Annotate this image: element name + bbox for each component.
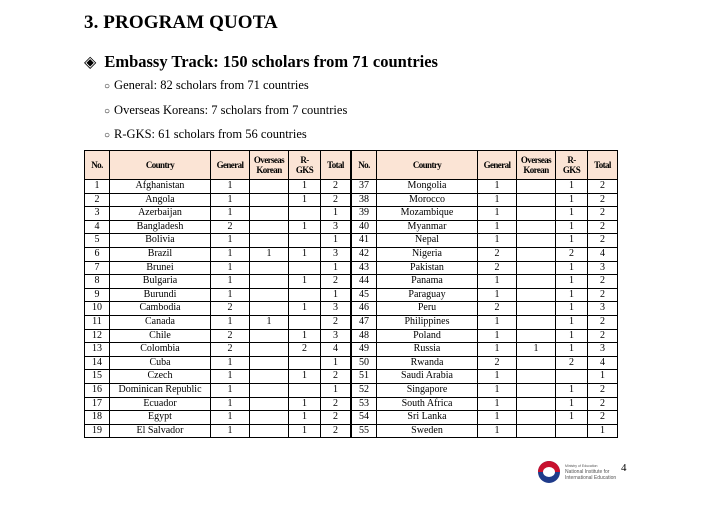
diamond-icon: ◈ [84,54,97,71]
table-row [85,193,618,207]
cell-general: 1 [478,275,517,289]
cell-overseas [517,383,556,397]
cell-overseas [517,275,556,289]
header-rgks [556,151,588,180]
header-overseas-line1: Overseas [253,155,285,165]
sub-item-text: R-GKS: 61 scholars from 56 countries [114,127,307,141]
cell-general: 1 [211,356,250,370]
cell-general: 1 [478,411,517,425]
cell-no: 48 [351,329,377,343]
cell-rgks [289,234,321,248]
cell-country: Chile [110,329,211,343]
cell-total: 4 [588,247,618,261]
cell-no: 6 [85,247,110,261]
cell-country: Cambodia [110,302,211,316]
cell-total: 1 [321,234,352,248]
cell-overseas [517,247,556,261]
table-row [85,302,618,316]
cell-no: 3 [85,207,110,221]
cell-total: 2 [588,315,618,329]
cell-country: Morocco [377,193,478,207]
cell-rgks: 1 [289,220,321,234]
cell-total: 2 [588,383,618,397]
cell-country: Pakistan [377,261,478,275]
cell-overseas: 1 [250,247,289,261]
cell-rgks: 1 [289,397,321,411]
cell-country: Paraguay [377,288,478,302]
header-country: Country [110,151,211,180]
circle-bullet-icon: ○ [104,81,111,92]
cell-overseas [517,397,556,411]
cell-total: 3 [321,329,352,343]
cell-overseas [250,234,289,248]
cell-general: 1 [478,207,517,221]
cell-rgks: 1 [556,411,588,425]
cell-rgks: 2 [556,356,588,370]
cell-general: 1 [211,180,250,194]
table-body [85,180,618,438]
table-row [85,247,618,261]
cell-no: 14 [85,356,110,370]
logo-text [565,463,616,481]
cell-general: 1 [478,180,517,194]
cell-general: 1 [211,288,250,302]
cell-country: Angola [110,193,211,207]
sub-item-overseas-koreans [104,103,347,118]
cell-rgks: 1 [556,343,588,357]
cell-general: 1 [478,424,517,438]
cell-country: Nigeria [377,247,478,261]
cell-no: 39 [351,207,377,221]
cell-country: Czech [110,370,211,384]
section-title: 3. PROGRAM QUOTA [84,12,278,33]
header-general: General [211,151,250,180]
cell-rgks: 1 [289,247,321,261]
cell-overseas [250,220,289,234]
table-header-row [85,151,618,180]
cell-overseas [517,315,556,329]
header-rgks-line2: GKS [562,165,581,175]
cell-general: 1 [478,220,517,234]
cell-no: 47 [351,315,377,329]
cell-no: 10 [85,302,110,316]
cell-total: 2 [321,180,352,194]
logo-line-1: Ministry of Education [565,464,598,468]
cell-total: 2 [588,275,618,289]
cell-country: El Salvador [110,424,211,438]
cell-total: 1 [321,207,352,221]
page-number: 4 [621,462,627,474]
cell-overseas [250,275,289,289]
cell-no: 15 [85,370,110,384]
cell-overseas [517,411,556,425]
cell-no: 11 [85,315,110,329]
niied-logo [538,461,616,483]
cell-overseas [517,288,556,302]
cell-rgks [289,207,321,221]
cell-total: 2 [321,315,352,329]
cell-overseas [250,193,289,207]
cell-no: 51 [351,370,377,384]
table-row [85,315,618,329]
header-overseas-korean [250,151,289,180]
cell-overseas: 1 [517,343,556,357]
cell-overseas [250,424,289,438]
cell-no: 13 [85,343,110,357]
cell-overseas [517,220,556,234]
cell-country: Afghanistan [110,180,211,194]
cell-no: 44 [351,275,377,289]
cell-country: Rwanda [377,356,478,370]
cell-overseas [250,343,289,357]
cell-general: 1 [211,275,250,289]
header-general: General [478,151,517,180]
cell-overseas [250,288,289,302]
cell-general: 1 [478,370,517,384]
cell-overseas [517,207,556,221]
cell-total: 2 [588,329,618,343]
cell-no: 12 [85,329,110,343]
cell-general: 2 [478,356,517,370]
cell-total: 3 [588,261,618,275]
cell-rgks: 1 [556,397,588,411]
cell-rgks: 1 [556,180,588,194]
cell-overseas [517,261,556,275]
cell-rgks: 1 [556,315,588,329]
cell-total: 2 [588,288,618,302]
cell-overseas [250,356,289,370]
cell-country: Dominican Republic [110,383,211,397]
cell-no: 55 [351,424,377,438]
cell-country: Burundi [110,288,211,302]
cell-general: 1 [211,193,250,207]
cell-rgks: 1 [289,329,321,343]
cell-overseas [517,356,556,370]
cell-total: 1 [588,370,618,384]
cell-total: 2 [588,220,618,234]
cell-rgks: 1 [289,193,321,207]
cell-rgks: 1 [289,424,321,438]
cell-general: 1 [478,329,517,343]
cell-general: 1 [478,315,517,329]
cell-country: Azerbaijan [110,207,211,221]
header-country: Country [377,151,478,180]
cell-total: 3 [321,247,352,261]
table-row [85,370,618,384]
cell-total: 2 [321,275,352,289]
cell-overseas [517,193,556,207]
cell-no: 1 [85,180,110,194]
header-no: No. [85,151,110,180]
cell-country: Colombia [110,343,211,357]
cell-general: 1 [211,247,250,261]
circle-bullet-icon: ○ [104,106,111,117]
cell-total: 1 [321,383,352,397]
cell-rgks: 1 [289,370,321,384]
cell-general: 2 [211,302,250,316]
cell-rgks [289,356,321,370]
header-total: Total [321,151,352,180]
cell-total: 3 [321,302,352,316]
cell-rgks: 1 [289,411,321,425]
cell-country: Russia [377,343,478,357]
cell-general: 2 [211,343,250,357]
cell-rgks: 1 [556,275,588,289]
cell-total: 2 [588,207,618,221]
header-rgks-line1: R- [300,155,309,165]
cell-overseas [517,424,556,438]
cell-no: 50 [351,356,377,370]
cell-rgks [289,261,321,275]
cell-total: 4 [588,356,618,370]
cell-general: 1 [211,207,250,221]
cell-no: 54 [351,411,377,425]
sub-item-general [104,78,309,93]
track-heading [84,52,438,72]
table-row [85,397,618,411]
cell-overseas [250,370,289,384]
cell-total: 2 [321,193,352,207]
cell-no: 37 [351,180,377,194]
cell-country: Cuba [110,356,211,370]
cell-no: 38 [351,193,377,207]
table-row [85,424,618,438]
cell-overseas [517,302,556,316]
circle-bullet-icon: ○ [104,130,111,141]
cell-total: 3 [588,302,618,316]
cell-general: 1 [478,193,517,207]
cell-overseas [517,234,556,248]
cell-country: Panama [377,275,478,289]
cell-country: Poland [377,329,478,343]
cell-rgks: 1 [556,207,588,221]
cell-no: 45 [351,288,377,302]
header-overseas-line2: Korean [523,165,549,175]
cell-overseas [517,180,556,194]
cell-rgks [556,424,588,438]
cell-no: 46 [351,302,377,316]
cell-general: 1 [211,261,250,275]
cell-total: 1 [588,424,618,438]
cell-no: 18 [85,411,110,425]
cell-total: 2 [588,397,618,411]
cell-general: 2 [211,329,250,343]
cell-overseas [250,397,289,411]
cell-country: Philippines [377,315,478,329]
cell-country: Mongolia [377,180,478,194]
cell-rgks: 1 [289,180,321,194]
cell-country: Ecuador [110,397,211,411]
cell-overseas [517,329,556,343]
cell-country: Mozambique [377,207,478,221]
header-rgks [289,151,321,180]
cell-total: 4 [321,343,352,357]
cell-rgks: 1 [289,302,321,316]
cell-no: 53 [351,397,377,411]
cell-total: 2 [588,234,618,248]
header-overseas-line1: Overseas [520,155,552,165]
cell-country: Brazil [110,247,211,261]
cell-country: Myanmar [377,220,478,234]
cell-general: 1 [211,234,250,248]
cell-country: Brunei [110,261,211,275]
cell-total: 2 [321,411,352,425]
cell-general: 2 [478,302,517,316]
cell-no: 7 [85,261,110,275]
cell-general: 1 [211,383,250,397]
cell-overseas: 1 [250,315,289,329]
cell-rgks: 1 [289,275,321,289]
cell-country: Egypt [110,411,211,425]
cell-rgks [289,383,321,397]
cell-total: 2 [588,193,618,207]
cell-overseas [250,383,289,397]
cell-total: 3 [588,343,618,357]
cell-total: 2 [321,370,352,384]
cell-rgks: 1 [556,261,588,275]
header-rgks-line2: GKS [295,165,314,175]
header-total: Total [588,151,618,180]
cell-overseas [250,261,289,275]
table-row [85,220,618,234]
cell-general: 1 [211,411,250,425]
table-row [85,261,618,275]
cell-general: 1 [211,397,250,411]
cell-general: 2 [211,220,250,234]
cell-no: 2 [85,193,110,207]
table-row [85,383,618,397]
cell-rgks: 1 [556,234,588,248]
sub-item-text: Overseas Koreans: 7 scholars from 7 countries [114,103,348,117]
cell-rgks: 1 [556,383,588,397]
cell-total: 1 [321,261,352,275]
cell-overseas [250,411,289,425]
cell-overseas [250,180,289,194]
cell-country: Nepal [377,234,478,248]
cell-rgks: 1 [556,302,588,316]
cell-overseas [517,370,556,384]
table-row [85,207,618,221]
cell-no: 19 [85,424,110,438]
table-row [85,275,618,289]
cell-overseas [250,207,289,221]
cell-rgks: 1 [556,220,588,234]
track-heading-text: Embassy Track: 150 scholars from 71 countries [104,52,438,71]
cell-total: 3 [321,220,352,234]
cell-total: 2 [321,424,352,438]
cell-rgks: 1 [556,329,588,343]
cell-country: Saudi Arabia [377,370,478,384]
cell-no: 41 [351,234,377,248]
cell-rgks: 1 [556,288,588,302]
cell-rgks [289,315,321,329]
cell-no: 49 [351,343,377,357]
table-row [85,288,618,302]
cell-country: Bolivia [110,234,211,248]
table-row [85,356,618,370]
header-no: No. [351,151,377,180]
cell-general: 1 [478,343,517,357]
cell-country: Canada [110,315,211,329]
cell-country: Bangladesh [110,220,211,234]
cell-no: 40 [351,220,377,234]
cell-general: 1 [478,397,517,411]
cell-country: Sweden [377,424,478,438]
cell-country: Sri Lanka [377,411,478,425]
cell-general: 2 [478,261,517,275]
logo-line-3: International Education [565,475,617,481]
taegeuk-emblem-icon [538,461,560,483]
sub-item-text: General: 82 scholars from 71 countries [114,78,309,92]
table-row [85,234,618,248]
quota-table [84,150,618,438]
cell-rgks: 2 [556,247,588,261]
cell-rgks: 1 [556,193,588,207]
cell-overseas [250,302,289,316]
cell-general: 1 [211,315,250,329]
cell-rgks [289,288,321,302]
cell-total: 2 [588,411,618,425]
sub-item-rgks [104,127,307,142]
cell-general: 1 [478,288,517,302]
cell-rgks: 2 [289,343,321,357]
header-overseas-korean [517,151,556,180]
cell-total: 1 [321,356,352,370]
cell-general: 1 [211,370,250,384]
cell-no: 52 [351,383,377,397]
cell-overseas [250,329,289,343]
cell-total: 1 [321,288,352,302]
table-row [85,411,618,425]
cell-no: 16 [85,383,110,397]
logo-line-2: National Institute for [565,469,610,475]
cell-no: 43 [351,261,377,275]
cell-general: 1 [211,424,250,438]
table-row [85,329,618,343]
cell-no: 17 [85,397,110,411]
cell-country: Peru [377,302,478,316]
cell-no: 9 [85,288,110,302]
cell-country: South Africa [377,397,478,411]
cell-rgks [556,370,588,384]
cell-country: Singapore [377,383,478,397]
cell-general: 1 [478,383,517,397]
header-rgks-line1: R- [567,155,576,165]
cell-total: 2 [588,180,618,194]
cell-country: Bulgaria [110,275,211,289]
cell-no: 4 [85,220,110,234]
cell-no: 42 [351,247,377,261]
table-row [85,343,618,357]
table-row [85,180,618,194]
cell-total: 2 [321,397,352,411]
cell-no: 8 [85,275,110,289]
cell-general: 2 [478,247,517,261]
cell-no: 5 [85,234,110,248]
header-overseas-line2: Korean [256,165,282,175]
cell-general: 1 [478,234,517,248]
